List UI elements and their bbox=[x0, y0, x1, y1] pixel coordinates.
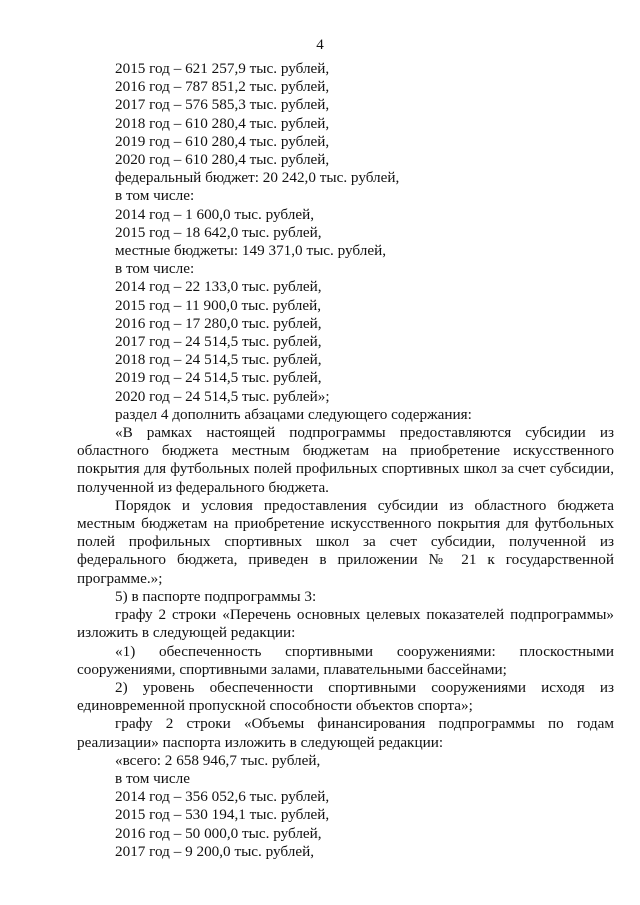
subsidy-procedure-paragraph: Порядок и условия предоставления субсидии из областного бюджета местным бюджетам на приобретение искусственного покрытия для футбольных полей профильных спортивных школ за счет субсидии, полученной из федерального бюджета, приведен в приложении № 21 к государственной программе.»; bbox=[77, 496, 614, 587]
indicator-1-paragraph: «1) обеспеченность спортивными сооружениями: плоскостными сооружениями, спортивными залами, плавательными бассейнами; bbox=[77, 642, 614, 678]
subsidy-paragraph: «В рамках настоящей подпрограммы предоставляются субсидии из областного бюджета местным бюджетам на приобретение искусственного покрытия для футбольных полей профильных спортивных школ за счет субсидии, полученной из федерального бюджета. bbox=[77, 424, 614, 496]
funding-line: 2019 год – 610 280,4 тыс. рублей, bbox=[115, 132, 330, 150]
funding-line: 2014 год – 356 052,6 тыс. рублей, bbox=[115, 788, 330, 806]
section-4-amendment-line: раздел 4 дополнить абзацами следующего содержания: bbox=[115, 405, 472, 423]
funding-line: 2020 год – 24 514,5 тыс. рублей»; bbox=[115, 387, 330, 405]
funding-line: 2015 год – 11 900,0 тыс. рублей, bbox=[115, 296, 322, 314]
local-budgets-line: местные бюджеты: 149 371,0 тыс. рублей, bbox=[115, 242, 387, 260]
funding-line: 2016 год – 50 000,0 тыс. рублей, bbox=[115, 824, 322, 842]
page-number: 4 bbox=[316, 37, 324, 53]
indicator-2-paragraph: 2) уровень обеспеченности спортивными сооружениями исходя из единовременной пропускной способности объектов спорта»; bbox=[77, 678, 614, 715]
funding-line: 2014 год – 22 133,0 тыс. рублей, bbox=[115, 278, 322, 296]
funding-line: 2018 год – 24 514,5 тыс. рублей, bbox=[115, 351, 322, 369]
funding-line: 2015 год – 18 642,0 тыс. рублей, bbox=[115, 223, 322, 241]
including-line: в том числе: bbox=[115, 260, 195, 278]
indicators-column-paragraph: графу 2 строки «Перечень основных целевых показателей подпрограммы» изложить в следующей редакции: bbox=[77, 606, 614, 642]
funding-line: 2018 год – 610 280,4 тыс. рублей, bbox=[115, 114, 330, 132]
financing-column-paragraph: графу 2 строки «Объемы финансирования подпрограммы по годам реализации» паспорта изложить в следующей редакции: bbox=[77, 715, 614, 751]
funding-line: 2015 год – 530 194,1 тыс. рублей, bbox=[115, 806, 330, 824]
funding-line: 2020 год – 610 280,4 тыс. рублей, bbox=[115, 151, 330, 169]
funding-line: 2017 год – 24 514,5 тыс. рублей, bbox=[115, 333, 322, 351]
funding-line: 2014 год – 1 600,0 тыс. рублей, bbox=[115, 205, 315, 223]
federal-budget-line: федеральный бюджет: 20 242,0 тыс. рублей, bbox=[115, 169, 400, 187]
funding-line: 2015 год – 621 257,9 тыс. рублей, bbox=[115, 60, 330, 77]
funding-line: 2016 год – 17 280,0 тыс. рублей, bbox=[115, 314, 322, 332]
document-body bbox=[77, 60, 614, 861]
including-line: в том числе: bbox=[115, 187, 195, 205]
funding-line: 2017 год – 9 200,0 тыс. рублей, bbox=[115, 842, 315, 860]
funding-line: 2016 год – 787 851,2 тыс. рублей, bbox=[115, 78, 330, 96]
funding-line: 2019 год – 24 514,5 тыс. рублей, bbox=[115, 369, 322, 387]
passport-subprogram-3-line: 5) в паспорте подпрограммы 3: bbox=[115, 587, 317, 605]
total-line: «всего: 2 658 946,7 тыс. рублей, bbox=[115, 751, 321, 769]
funding-line: 2017 год – 576 585,3 тыс. рублей, bbox=[115, 96, 330, 114]
including-line: в том числе bbox=[115, 769, 190, 787]
